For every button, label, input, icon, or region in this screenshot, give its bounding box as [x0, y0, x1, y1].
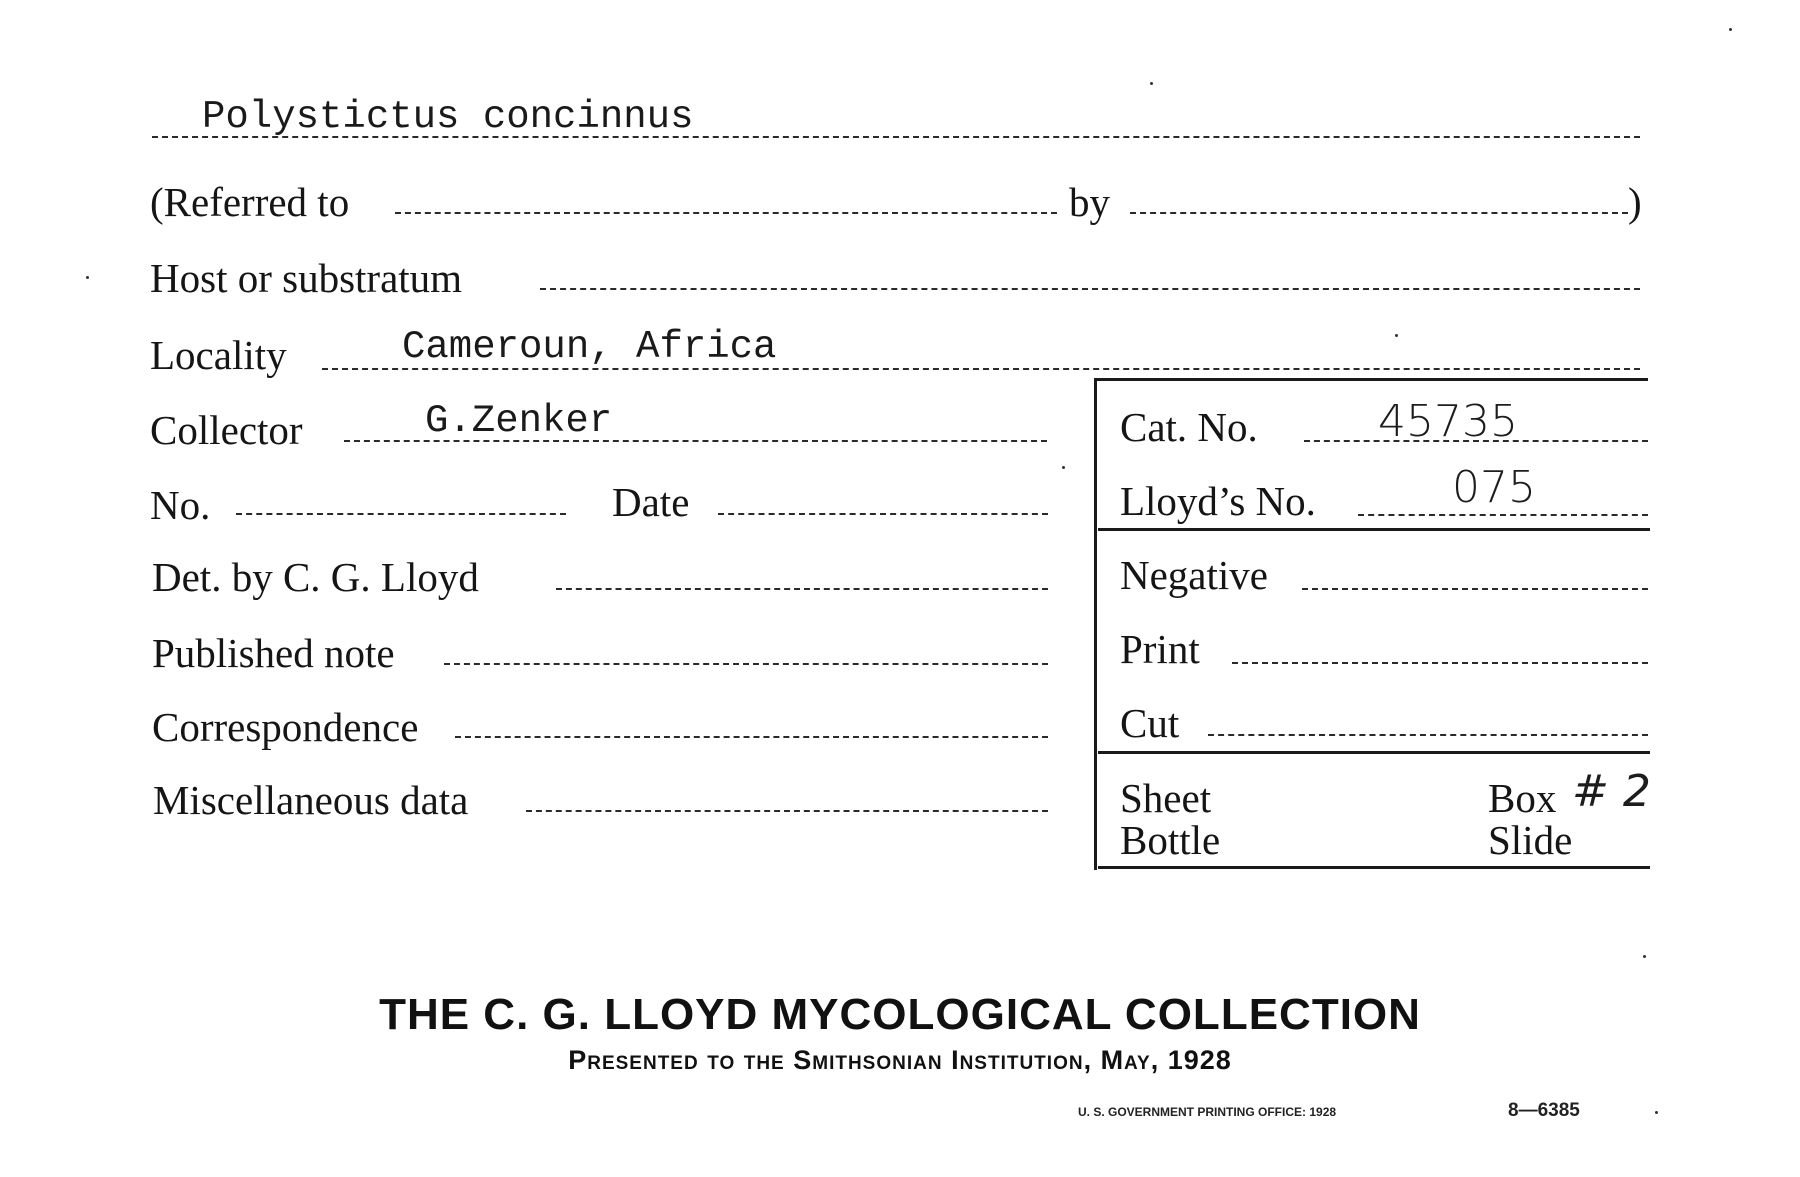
slide-label: Slide	[1488, 817, 1573, 863]
collector-label: Collector	[150, 407, 303, 453]
no-label: No.	[150, 482, 211, 528]
misc-label: Miscellaneous data	[153, 777, 469, 823]
published-note-label: Published note	[152, 630, 395, 676]
referred-to-line[interactable]	[395, 212, 1057, 214]
panel-bottom-rule	[1098, 866, 1650, 869]
lloyds-no-value: 075	[1452, 462, 1536, 513]
panel-top-rule	[1096, 378, 1648, 381]
dust-speck	[1729, 28, 1732, 31]
correspondence-label: Correspondence	[152, 704, 419, 750]
form-number: 8—6385	[1508, 1100, 1580, 1121]
dust-speck	[1395, 334, 1398, 337]
cut-line[interactable]	[1208, 734, 1648, 736]
dust-speck	[1655, 1111, 1658, 1114]
det-by-line[interactable]	[556, 588, 1048, 590]
negative-label: Negative	[1120, 552, 1268, 598]
date-line[interactable]	[718, 513, 1048, 515]
print-line[interactable]	[1232, 662, 1648, 664]
box-value: # 2	[1572, 766, 1651, 817]
date-label: Date	[612, 479, 690, 525]
host-line[interactable]	[540, 288, 1640, 290]
dust-speck	[1062, 466, 1065, 469]
dust-speck	[1150, 82, 1153, 85]
published-note-line[interactable]	[444, 663, 1048, 665]
by-line[interactable]	[1130, 212, 1628, 214]
locality-line[interactable]	[322, 368, 1640, 370]
species-line	[152, 136, 1640, 138]
cat-no-line[interactable]	[1304, 440, 1648, 442]
cat-no-label: Cat. No.	[1120, 404, 1258, 450]
species-name: Polystictus concinnus	[202, 95, 694, 139]
negative-line[interactable]	[1302, 588, 1648, 590]
by-label: by	[1069, 179, 1110, 225]
lloyds-no-line[interactable]	[1358, 514, 1648, 516]
bottle-label: Bottle	[1120, 817, 1221, 863]
lloyds-no-label: Lloyd’s No.	[1120, 478, 1316, 524]
referred-to-label: (Referred to	[150, 179, 350, 225]
locality-label: Locality	[150, 332, 287, 378]
panel-left-rule	[1094, 378, 1097, 870]
collector-value: G.Zenker	[425, 399, 613, 443]
cut-label: Cut	[1120, 700, 1180, 746]
box-label: Box	[1488, 775, 1557, 821]
sheet-label: Sheet	[1120, 775, 1212, 821]
dust-speck	[1643, 955, 1646, 958]
collection-title: THE C. G. LLOYD MYCOLOGICAL COLLECTION	[379, 990, 1421, 1039]
collection-subtitle: Presented to the Smithsonian Institution, May, 1928	[568, 1045, 1232, 1075]
misc-line[interactable]	[526, 810, 1048, 812]
host-label: Host or substratum	[150, 255, 463, 301]
collector-line[interactable]	[344, 440, 1047, 442]
dust-speck	[86, 276, 89, 279]
printer-imprint: U. S. GOVERNMENT PRINTING OFFICE: 1928	[1078, 1105, 1337, 1119]
locality-value: Cameroun, Africa	[402, 325, 777, 369]
panel-mid-rule-2	[1098, 751, 1650, 754]
cat-no-value: 45735	[1378, 396, 1518, 447]
correspondence-line[interactable]	[455, 736, 1048, 738]
no-line[interactable]	[236, 513, 566, 515]
close-paren: )	[1628, 179, 1642, 225]
det-by-label: Det. by C. G. Lloyd	[152, 554, 479, 600]
print-label: Print	[1120, 626, 1200, 672]
panel-mid-rule-1	[1098, 528, 1650, 531]
